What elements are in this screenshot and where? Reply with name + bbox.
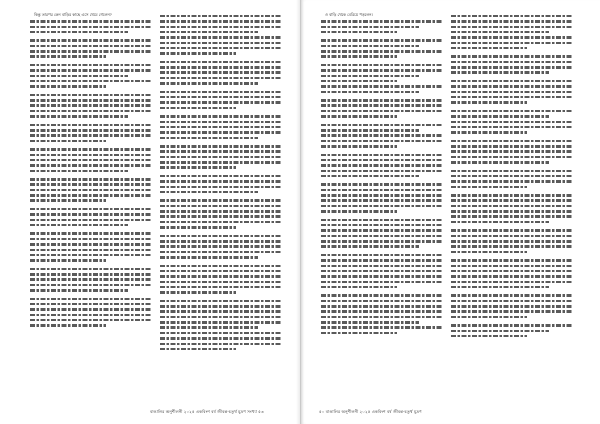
text-line	[321, 300, 443, 303]
text-line	[451, 96, 573, 99]
text-line	[451, 61, 573, 64]
text-line	[321, 31, 397, 34]
text-line	[321, 55, 397, 58]
text-line	[160, 126, 282, 129]
text-line	[30, 249, 152, 252]
text-line	[30, 324, 106, 327]
text-line	[451, 316, 527, 319]
text-line	[451, 42, 573, 45]
text-line	[160, 31, 258, 34]
text-line	[30, 224, 128, 227]
text-line	[321, 175, 419, 178]
text-line	[451, 115, 549, 118]
text-line	[321, 69, 443, 72]
text-line	[30, 80, 152, 83]
text-line	[160, 321, 282, 324]
text-line	[321, 183, 443, 186]
text-line	[451, 131, 527, 134]
text-line	[160, 175, 282, 178]
text-line	[451, 221, 549, 224]
text-line	[451, 245, 573, 248]
text-line	[30, 232, 152, 235]
text-line	[160, 121, 282, 124]
text-line	[451, 110, 573, 113]
text-line	[160, 71, 282, 74]
text-line	[451, 265, 573, 268]
text-line	[321, 229, 443, 232]
text-line	[160, 47, 282, 50]
text-line	[321, 154, 443, 157]
text-line	[451, 259, 573, 262]
text-line	[30, 31, 128, 34]
text-line	[451, 36, 573, 39]
text-line	[451, 91, 573, 94]
text-line	[321, 145, 397, 148]
text-line	[321, 170, 443, 173]
text-line	[30, 213, 152, 216]
text-line	[321, 245, 419, 248]
text-line	[160, 245, 282, 248]
text-line	[30, 94, 152, 97]
text-line	[451, 275, 573, 278]
text-line	[321, 205, 443, 208]
text-line	[30, 319, 152, 322]
text-line	[160, 286, 282, 289]
text-line	[160, 310, 282, 313]
text-line	[30, 85, 106, 88]
text-line	[160, 240, 282, 243]
text-line	[30, 129, 152, 132]
text-line	[30, 170, 128, 173]
text-line	[160, 186, 282, 189]
text-line	[451, 270, 573, 273]
text-line	[160, 199, 282, 202]
text-line	[30, 199, 106, 202]
text-line	[160, 150, 282, 153]
text-line	[451, 235, 573, 238]
text-line	[451, 305, 573, 308]
right-page-column-2	[451, 12, 573, 337]
text-line	[321, 265, 443, 268]
text-line	[160, 131, 282, 134]
text-line	[321, 91, 419, 94]
text-line	[160, 256, 258, 259]
text-line	[30, 298, 152, 301]
text-line	[321, 199, 443, 202]
text-line	[160, 275, 282, 278]
left-page-column-1	[30, 12, 152, 327]
text-line	[30, 99, 152, 102]
text-line	[451, 180, 573, 183]
text-line	[451, 186, 527, 189]
text-line	[451, 26, 573, 29]
text-line	[451, 140, 573, 143]
text-line	[321, 85, 443, 88]
text-line	[160, 115, 282, 118]
text-line	[160, 251, 282, 254]
text-line	[30, 278, 152, 281]
text-line	[451, 101, 527, 104]
text-line	[30, 268, 152, 271]
text-line	[160, 332, 282, 335]
text-line	[321, 210, 397, 213]
text-line	[160, 107, 236, 110]
text-line	[321, 45, 419, 48]
text-line	[30, 289, 128, 292]
text-line	[321, 219, 443, 222]
text-line	[160, 15, 282, 18]
text-line	[451, 205, 573, 208]
text-line	[30, 178, 152, 181]
text-line	[30, 64, 152, 67]
text-line	[160, 226, 236, 229]
text-line	[321, 159, 443, 162]
text-line	[160, 291, 236, 294]
text-line	[451, 85, 573, 88]
text-line	[321, 26, 419, 29]
text-line	[321, 316, 443, 319]
text-line	[30, 55, 106, 58]
text-line	[30, 208, 152, 211]
text-line	[160, 36, 282, 39]
text-line	[451, 281, 573, 284]
text-line	[160, 156, 282, 159]
text-line	[451, 330, 549, 333]
text-line	[30, 134, 152, 137]
text-line	[160, 101, 282, 104]
text-line	[30, 189, 152, 192]
text-line	[451, 156, 573, 159]
text-line	[30, 243, 152, 246]
text-line	[321, 164, 443, 167]
text-line	[451, 20, 573, 23]
text-line	[321, 259, 443, 262]
text-line	[30, 273, 152, 276]
text-line	[30, 314, 152, 317]
text-line	[321, 189, 443, 192]
text-line	[30, 183, 152, 186]
text-line	[160, 20, 282, 23]
text-line	[160, 52, 236, 55]
text-line	[160, 326, 258, 329]
right-page	[300, 0, 600, 424]
left-page-footer: বাঙালির অনুশীলনী ২০২৫ একবিংশ বর্ষ জীবন্ত-চতুর্থ মুদ্রণ সংখ্যা ৫৩	[150, 409, 264, 414]
text-line	[321, 281, 443, 284]
text-line	[160, 191, 258, 194]
text-line	[321, 332, 397, 335]
text-line	[321, 321, 419, 324]
text-line	[30, 39, 152, 42]
text-line	[160, 205, 282, 208]
text-line	[451, 150, 573, 153]
text-line	[321, 305, 443, 308]
text-line	[30, 308, 152, 311]
text-line	[321, 134, 443, 137]
text-line	[451, 199, 573, 202]
text-line	[160, 348, 236, 351]
text-line	[321, 235, 443, 238]
text-line	[160, 82, 258, 85]
text-line	[321, 124, 443, 127]
text-line	[321, 99, 443, 102]
text-line	[321, 39, 443, 42]
text-line	[321, 50, 443, 53]
text-line	[451, 286, 549, 289]
text-line	[160, 26, 282, 29]
text-line	[160, 337, 282, 340]
text-line	[160, 210, 282, 213]
text-line	[451, 80, 573, 83]
text-line	[30, 164, 152, 167]
text-line	[451, 210, 573, 213]
text-line	[451, 170, 573, 173]
text-line	[160, 265, 282, 268]
text-line	[160, 77, 282, 80]
text-line	[30, 194, 152, 197]
text-line	[30, 284, 152, 287]
text-line	[321, 286, 397, 289]
text-line	[160, 305, 282, 308]
text-line	[30, 26, 152, 29]
text-line	[160, 180, 282, 183]
text-line	[451, 324, 573, 327]
text-line	[321, 224, 443, 227]
text-line	[30, 104, 152, 107]
text-line	[451, 194, 573, 197]
text-line	[321, 110, 443, 113]
text-line	[30, 110, 152, 113]
text-line	[160, 343, 282, 346]
text-line	[30, 219, 152, 222]
text-line	[160, 145, 282, 148]
text-line	[321, 194, 443, 197]
text-line	[321, 140, 443, 143]
text-line	[321, 326, 443, 329]
text-line	[30, 75, 128, 78]
text-line	[160, 235, 282, 238]
text-line	[160, 61, 282, 64]
text-line	[321, 115, 397, 118]
text-line	[451, 229, 573, 232]
text-line	[30, 254, 152, 257]
text-line	[321, 254, 443, 257]
text-line	[451, 215, 573, 218]
text-line	[321, 20, 443, 23]
text-line	[30, 69, 152, 72]
text-line	[30, 45, 152, 48]
text-line	[30, 50, 152, 53]
text-line	[321, 104, 443, 107]
text-line	[30, 20, 152, 23]
text-line	[30, 115, 128, 118]
text-line	[30, 124, 152, 127]
text-line	[451, 240, 573, 243]
text-line	[451, 310, 573, 313]
text-line	[451, 126, 573, 129]
text-line	[451, 121, 573, 124]
text-line	[321, 129, 419, 132]
text-line	[160, 42, 282, 45]
text-line	[30, 159, 152, 162]
text-line	[30, 303, 152, 306]
text-line	[160, 161, 282, 164]
text-line	[160, 300, 282, 303]
text-line	[160, 281, 282, 284]
text-line	[160, 137, 258, 140]
text-line	[160, 96, 282, 99]
text-line	[451, 47, 527, 50]
text-line	[451, 66, 573, 69]
text-line	[160, 221, 282, 224]
text-line	[160, 215, 282, 218]
text-line	[321, 270, 443, 273]
left-col1-opening-line: কিন্তু তারপর কেন বাড়ির কাছে এসে থেমে গেলেন?	[34, 12, 112, 17]
text-line	[321, 294, 443, 297]
text-line	[451, 55, 573, 58]
left-page-column-2	[160, 12, 282, 350]
text-line	[30, 154, 152, 157]
text-line	[160, 91, 282, 94]
text-line	[321, 64, 443, 67]
text-line	[451, 145, 573, 148]
text-line	[321, 310, 443, 313]
text-line	[451, 175, 573, 178]
text-line	[451, 71, 549, 74]
right-page-column-1	[321, 12, 443, 334]
text-line	[451, 31, 549, 34]
text-line	[451, 251, 527, 254]
right-page-footer: ৫০ বাঙালির অনুশীলনী ২০২৫ একবিংশ বর্ষ জীবন্ত-চতুর্থ মুদ্রণ	[319, 409, 422, 414]
right-col1-opening-line: ও বাড়ি থেকে বেরিয়ে পড়লেন।	[325, 12, 373, 17]
text-line	[451, 161, 549, 164]
text-line	[160, 270, 282, 273]
text-line	[451, 294, 573, 297]
text-line	[321, 75, 419, 78]
book-gutter-shadow	[296, 0, 304, 424]
text-line	[160, 66, 282, 69]
text-line	[30, 148, 152, 151]
text-line	[451, 300, 573, 303]
text-line	[30, 259, 106, 262]
text-line	[160, 316, 282, 319]
text-line	[30, 140, 106, 143]
text-line	[160, 166, 236, 169]
text-line	[451, 15, 573, 18]
text-line	[30, 238, 152, 241]
text-line	[451, 335, 527, 338]
text-line	[321, 80, 397, 83]
text-line	[321, 240, 443, 243]
text-line	[321, 275, 443, 278]
